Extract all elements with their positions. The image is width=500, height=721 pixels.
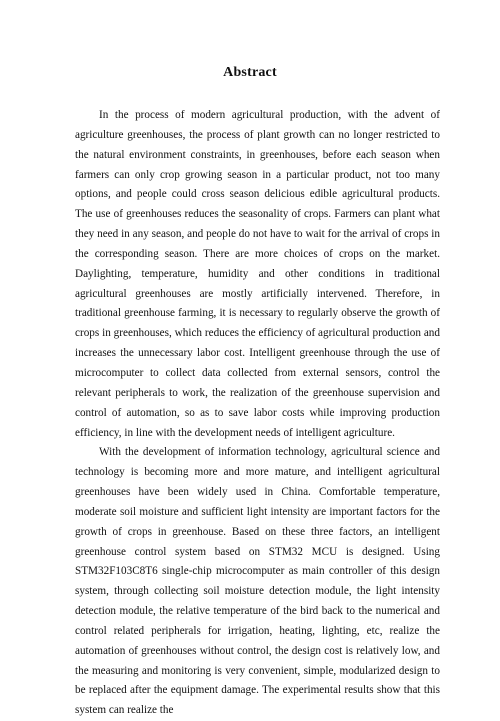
abstract-body: [75, 106, 440, 721]
paragraph-2: With the development of information technology, agricultural science and technology is becoming more and more mature, and intelligent agricultural greenhouses have been widely used in China. Comfortable temperature, moderate soil moisture and sufficient light intensity are important factors for the growth of crops in greenhouse. Based on these three factors, an intelligent greenhouse control system based on STM32 MCU is designed. Using STM32F103C8T6 single-chip microcomputer as main controller of this design system, through collecting soil moisture detection module, the light intensity detection module, the relative temperature of the bird back to the numerical and control related peripherals for irrigation, heating, lighting, etc, realize the automation of greenhouses without control, the design cost is relatively low, and the measuring and monitoring is very convenient, simple, modularized design to be replaced after the equipment damage. The experimental results show that this system can realize the: [75, 446, 440, 717]
page-title: Abstract: [223, 65, 277, 80]
paragraph-1: In the process of modern agricultural production, with the advent of agriculture greenhouses, the process of plant growth can no longer restricted to the natural environment constraints, in greenhouses, before each season when farmers can only crop growing season in a particular product, not too many options, and people could cross season delicious edible agricultural products. The use of greenhouses reduces the seasonality of crops. Farmers can plant what they need in any season, and people do not have to wait for the arrival of crops in the corresponding season. There are more choices of crops on the market. Daylighting, temperature, humidity and other conditions in traditional agricultural greenhouses are mostly artificially intervened. Therefore, in traditional greenhouse farming, it is necessary to regularly observe the growth of crops in greenhouses, which reduces the efficiency of agricultural production and increases the unnecessary labor cost. Intelligent greenhouse through the use of microcomputer to collect data collected from external sensors, control the relevant peripherals to work, the realization of the greenhouse supervision and control of automation, so as to save labor costs while improving production efficiency, in line with the development needs of intelligent agriculture.: [75, 109, 440, 439]
